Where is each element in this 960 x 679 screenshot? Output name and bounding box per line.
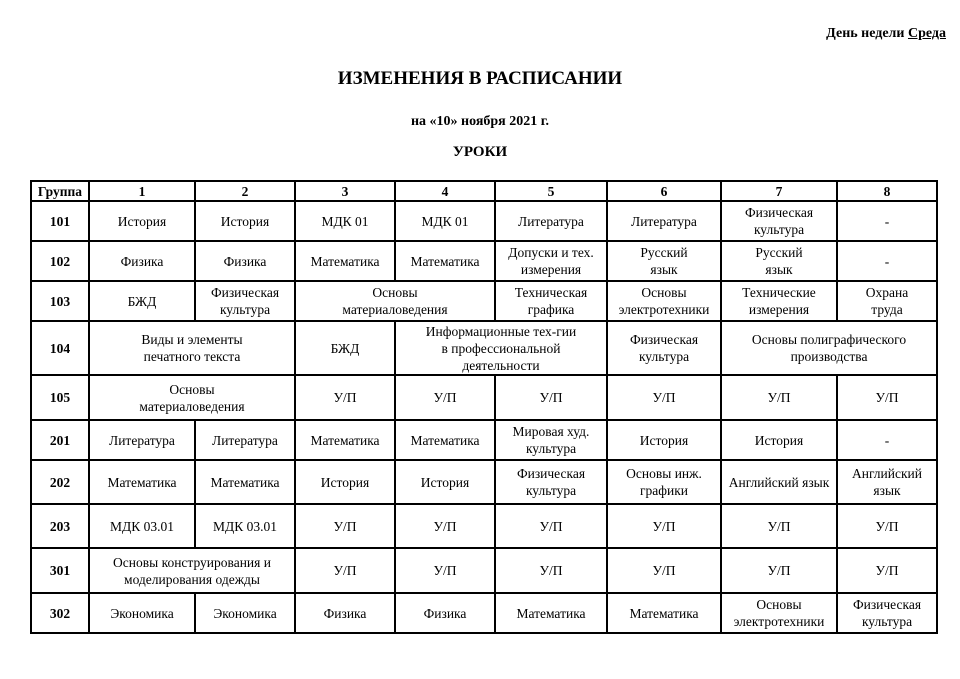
lesson-cell: -	[837, 420, 937, 460]
group-number: 103	[31, 281, 89, 321]
lesson-cell: Физическая культура	[837, 593, 937, 633]
lesson-cell: Русский язык	[607, 241, 721, 281]
column-header-lesson: 2	[195, 181, 295, 201]
lesson-cell: Математика	[395, 420, 495, 460]
page-title: ИЗМЕНЕНИЯ В РАСПИСАНИИ	[337, 68, 623, 89]
lesson-cell: Математика	[295, 241, 395, 281]
lesson-cell: Математика	[295, 420, 395, 460]
table-body	[31, 201, 937, 633]
lesson-cell: У/П	[295, 504, 395, 548]
lesson-cell: У/П	[607, 504, 721, 548]
lesson-cell: У/П	[495, 504, 607, 548]
lesson-cell: У/П	[495, 375, 607, 420]
lesson-cell: История	[295, 460, 395, 504]
table-row	[31, 201, 937, 241]
lesson-cell: Основы конструирования и моделирования одежды	[89, 548, 295, 593]
lesson-cell: Виды и элементы печатного текста	[89, 321, 295, 375]
lesson-cell: У/П	[607, 548, 721, 593]
table-row	[31, 548, 937, 593]
lesson-cell: Физическая культура	[607, 321, 721, 375]
table-header-row	[31, 181, 937, 201]
lesson-cell: Математика	[607, 593, 721, 633]
schedule-date: на «10» ноября 2021 г.	[410, 114, 550, 129]
lesson-cell: У/П	[295, 375, 395, 420]
lesson-cell: Физика	[89, 241, 195, 281]
lesson-cell: У/П	[395, 375, 495, 420]
lesson-cell: Допуски и тех. измерения	[495, 241, 607, 281]
lesson-cell: Литература	[195, 420, 295, 460]
day-label: День недели	[826, 26, 905, 41]
group-number: 101	[31, 201, 89, 241]
column-header-lesson: 4	[395, 181, 495, 201]
lesson-cell: Основы полиграфического производства	[721, 321, 937, 375]
lesson-cell: У/П	[395, 548, 495, 593]
lesson-cell: Литература	[89, 420, 195, 460]
lesson-cell: БЖД	[89, 281, 195, 321]
lesson-cell: -	[837, 241, 937, 281]
column-header-lesson: 5	[495, 181, 607, 201]
lesson-cell: Английский язык	[837, 460, 937, 504]
lesson-cell: Основы электротехники	[607, 281, 721, 321]
table-row	[31, 281, 937, 321]
lesson-cell: Информационные тех-гии в профессиональной деятельности	[395, 321, 607, 375]
group-number: 104	[31, 321, 89, 375]
lesson-cell: Физическая культура	[495, 460, 607, 504]
lesson-cell: Русский язык	[721, 241, 837, 281]
column-header-lesson: 6	[607, 181, 721, 201]
schedule-table	[30, 180, 938, 634]
lesson-cell: У/П	[395, 504, 495, 548]
lesson-cell: Математика	[495, 593, 607, 633]
lesson-cell: История	[607, 420, 721, 460]
table-row	[31, 321, 937, 375]
lesson-cell: Литература	[495, 201, 607, 241]
day-value: Среда	[907, 26, 946, 41]
lesson-cell: Техническая графика	[495, 281, 607, 321]
lesson-cell: Математика	[195, 460, 295, 504]
day-of-week	[826, 26, 946, 42]
lesson-cell: У/П	[295, 548, 395, 593]
lesson-cell: Математика	[395, 241, 495, 281]
group-number: 301	[31, 548, 89, 593]
table-row	[31, 504, 937, 548]
table-row	[31, 375, 937, 420]
lesson-cell: Физическая культура	[195, 281, 295, 321]
lesson-cell: Основы материаловедения	[89, 375, 295, 420]
lesson-cell: -	[837, 201, 937, 241]
lesson-cell: Физическая культура	[721, 201, 837, 241]
group-number: 202	[31, 460, 89, 504]
lesson-cell: Физика	[195, 241, 295, 281]
lesson-cell: Основы электротехники	[721, 593, 837, 633]
lesson-cell: У/П	[837, 375, 937, 420]
group-number: 302	[31, 593, 89, 633]
lesson-cell: Основы материаловедения	[295, 281, 495, 321]
lesson-cell: МДК 03.01	[89, 504, 195, 548]
table-row	[31, 420, 937, 460]
column-header-group: Группа	[31, 181, 89, 201]
lesson-cell: Литература	[607, 201, 721, 241]
lesson-cell: У/П	[837, 504, 937, 548]
lesson-cell: У/П	[721, 504, 837, 548]
lesson-cell: У/П	[721, 375, 837, 420]
lesson-cell: Физика	[395, 593, 495, 633]
lesson-cell: МДК 01	[395, 201, 495, 241]
lesson-cell: Основы инж. графики	[607, 460, 721, 504]
lesson-cell: История	[89, 201, 195, 241]
lesson-cell: Физика	[295, 593, 395, 633]
group-number: 203	[31, 504, 89, 548]
lesson-cell: История	[195, 201, 295, 241]
group-number: 105	[31, 375, 89, 420]
table-row	[31, 241, 937, 281]
lesson-cell: История	[395, 460, 495, 504]
column-header-lesson: 3	[295, 181, 395, 201]
lesson-cell: МДК 01	[295, 201, 395, 241]
lesson-cell: МДК 03.01	[195, 504, 295, 548]
group-number: 201	[31, 420, 89, 460]
lesson-cell: Экономика	[195, 593, 295, 633]
lesson-cell: У/П	[495, 548, 607, 593]
lesson-cell: История	[721, 420, 837, 460]
lesson-cell: Охрана труда	[837, 281, 937, 321]
column-header-lesson: 8	[837, 181, 937, 201]
lesson-cell: БЖД	[295, 321, 395, 375]
table-row	[31, 460, 937, 504]
group-number: 102	[31, 241, 89, 281]
lesson-cell: Математика	[89, 460, 195, 504]
lesson-cell: У/П	[837, 548, 937, 593]
column-header-lesson: 7	[721, 181, 837, 201]
column-header-lesson: 1	[89, 181, 195, 201]
section-title: УРОКИ	[452, 144, 508, 160]
lesson-cell: У/П	[607, 375, 721, 420]
lesson-cell: Мировая худ. культура	[495, 420, 607, 460]
lesson-cell: Экономика	[89, 593, 195, 633]
lesson-cell: Английский язык	[721, 460, 837, 504]
table-row	[31, 593, 937, 633]
lesson-cell: Технические измерения	[721, 281, 837, 321]
lesson-cell: У/П	[721, 548, 837, 593]
